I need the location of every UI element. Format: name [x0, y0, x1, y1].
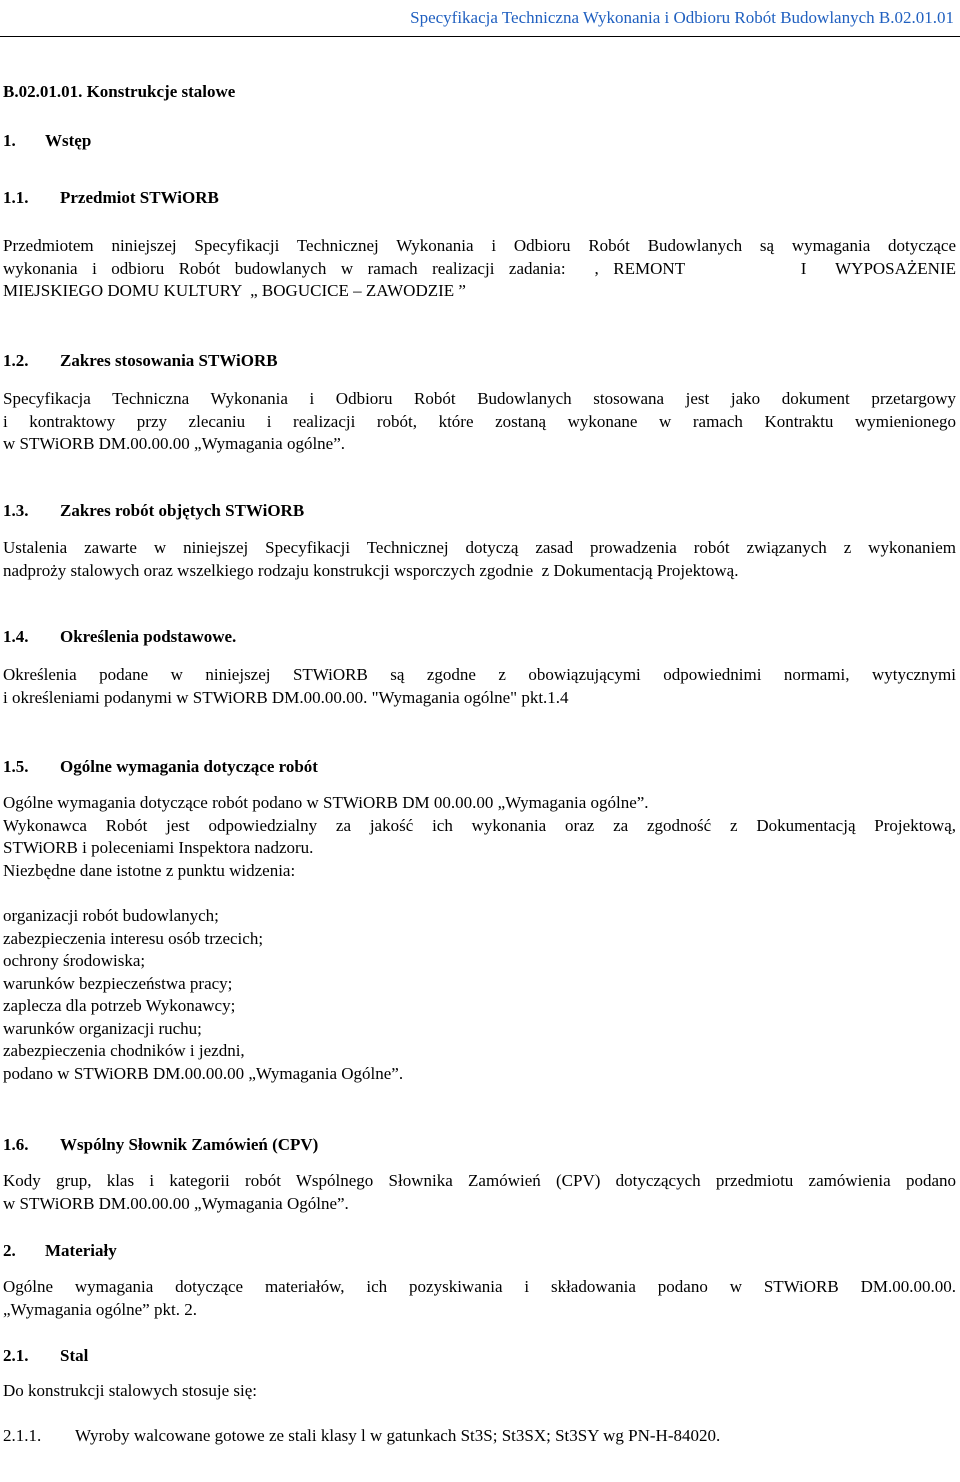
section-2-title: Materiały: [45, 1241, 117, 1260]
paragraph-line: Ustalenia zawarte w niniejszej Specyfikacji Technicznej dotyczą zasad prowadzenia robót związanych z wykonaniem: [3, 538, 956, 557]
section-1-1-number: 1.1.: [3, 188, 29, 207]
paragraph-line: w STWiORB DM.00.00.00 „Wymagania Ogólne”.: [3, 1193, 349, 1213]
paragraph-line: Przedmiotem niniejszej Specyfikacji Technicznej Wykonania i Odbioru Robót Budowlanych są wymagania dotyczące: [3, 236, 956, 255]
section-2-1-title: Stal: [60, 1346, 89, 1365]
section-1-1-paragraph: [3, 235, 956, 303]
section-1-6-number: 1.6.: [3, 1135, 29, 1154]
section-2-heading: [3, 1240, 956, 1263]
section-1-5-heading: [3, 756, 956, 779]
paragraph-line: nadproży stalowych oraz wszelkiego rodzaju konstrukcji wsporczych zgodnie z Dokumentacją Projektową.: [3, 560, 739, 580]
section-1-5-title: Ogólne wymagania dotyczące robót: [60, 757, 318, 776]
list-item: zabezpieczenia interesu osób trzecich;: [3, 928, 264, 948]
paragraph-line: w STWiORB DM.00.00.00 „Wymagania ogólne”.: [3, 434, 346, 453]
paragraph-line: Kody grup, klas i kategorii robót Wspólnego Słownika Zamówień (CPV) dotyczących przedmiotu zamówienia podano: [3, 1171, 956, 1190]
section-2-number: 2.: [3, 1241, 16, 1260]
section-2-1-intro: Do konstrukcji stalowych stosuje się:: [3, 1381, 258, 1400]
paragraph-line: Ogólne wymagania dotyczące robót podano w STWiORB DM 00.00.00 „Wymagania ogólne”.: [3, 793, 649, 812]
section-2-paragraph: [3, 1276, 956, 1321]
paragraph-line: STWiORB i poleceniami Inspektora nadzoru.: [3, 838, 314, 857]
section-1-2-number: 1.2.: [3, 351, 29, 370]
paragraph-line: „Wymagania ogólne” pkt. 2.: [3, 1299, 197, 1319]
section-1-6-title: Wspólny Słownik Zamówień (CPV): [60, 1135, 319, 1154]
section-1-4-title: Określenia podstawowe.: [60, 627, 237, 646]
page-header: [0, 6, 960, 37]
list-item: podano w STWiORB DM.00.00.00 „Wymagania Ogólne”.: [3, 1063, 404, 1083]
section-1-1-title: Przedmiot STWiORB: [60, 188, 219, 207]
section-1-2-paragraph: [3, 388, 956, 456]
paragraph-line: Wykonawca Robót jest odpowiedzialny za jakość ich wykonania oraz za zgodność z Dokumentacją Projektową,: [3, 815, 956, 835]
list-item: organizacji robót budowlanych;: [3, 906, 219, 925]
section-2-1-heading: [3, 1345, 956, 1368]
section-1-title: Wstęp: [45, 131, 92, 150]
paragraph-line: Ogólne wymagania dotyczące materiałów, ich pozyskiwania i składowania podano w STWiORB DM.00.00.00.: [3, 1277, 956, 1296]
section-1-2-title: Zakres stosowania STWiORB: [60, 351, 278, 370]
section-1-3-paragraph: [3, 537, 956, 582]
section-1-6-paragraph: [3, 1170, 956, 1215]
section-1-3-heading: [3, 500, 956, 523]
list-item: warunków bezpieczeństwa pracy;: [3, 973, 233, 993]
section-1-4-heading: [3, 626, 956, 649]
item-number: 2.1.1.: [3, 1426, 42, 1445]
paragraph-line: wykonania i odbioru Robót budowlanych w ramach realizacji zadania: , REMONT I WYPOSAŻENIE: [3, 258, 956, 278]
section-1-4-number: 1.4.: [3, 627, 29, 646]
section-1-1-heading: [3, 187, 956, 210]
list-item: zabezpieczenia chodników i jezdni,: [3, 1041, 245, 1060]
paragraph-line: Określenia podane w niniejszej STWiORB są zgodne z obowiązującymi odpowiednimi normami, wytycznymi: [3, 665, 956, 684]
paragraph-line: Specyfikacja Techniczna Wykonania i Odbioru Robót Budowlanych stosowana jest jako dokument przetargowy: [3, 389, 956, 408]
section-1-number: 1.: [3, 131, 16, 150]
item-text: Wyroby walcowane gotowe ze stali klasy l w gatunkach St3S; St3SX; St3SY wg PN-H-84020.: [75, 1426, 721, 1445]
section-1-5-list: [3, 905, 956, 1085]
section-2-1-number: 2.1.: [3, 1346, 29, 1365]
section-1-4-paragraph: [3, 664, 956, 709]
section-2-1-1-item: [3, 1425, 956, 1448]
section-1-2-heading: [3, 350, 956, 373]
paragraph-line: i kontraktowy przy zlecaniu i realizacji robót, które zostaną wykonane w ramach Kontraktu wymienionego: [3, 411, 956, 431]
document-title: B.02.01.01. Konstrukcje stalowe: [3, 82, 236, 101]
paragraph-line: i określeniami podanymi w STWiORB DM.00.00.00. "Wymagania ogólne" pkt.1.4: [3, 687, 569, 707]
list-item: warunków organizacji ruchu;: [3, 1018, 202, 1038]
section-1-heading: [3, 130, 956, 153]
section-1-3-number: 1.3.: [3, 501, 29, 520]
header-title: Specyfikacja Techniczna Wykonania i Odbioru Robót Budowlanych B.02.01.01: [410, 8, 954, 27]
paragraph-line: MIEJSKIEGO DOMU KULTURY „ BOGUCICE – ZAWODZIE ”: [3, 281, 466, 300]
list-item: zaplecza dla potrzeb Wykonawcy;: [3, 996, 236, 1015]
section-1-3-title: Zakres robót objętych STWiORB: [60, 501, 305, 520]
section-1-6-heading: [3, 1134, 956, 1157]
section-1-5-paragraph: [3, 792, 956, 882]
section-1-5-number: 1.5.: [3, 757, 29, 776]
paragraph-line: Niezbędne dane istotne z punktu widzenia:: [3, 860, 296, 880]
list-item: ochrony środowiska;: [3, 951, 146, 970]
